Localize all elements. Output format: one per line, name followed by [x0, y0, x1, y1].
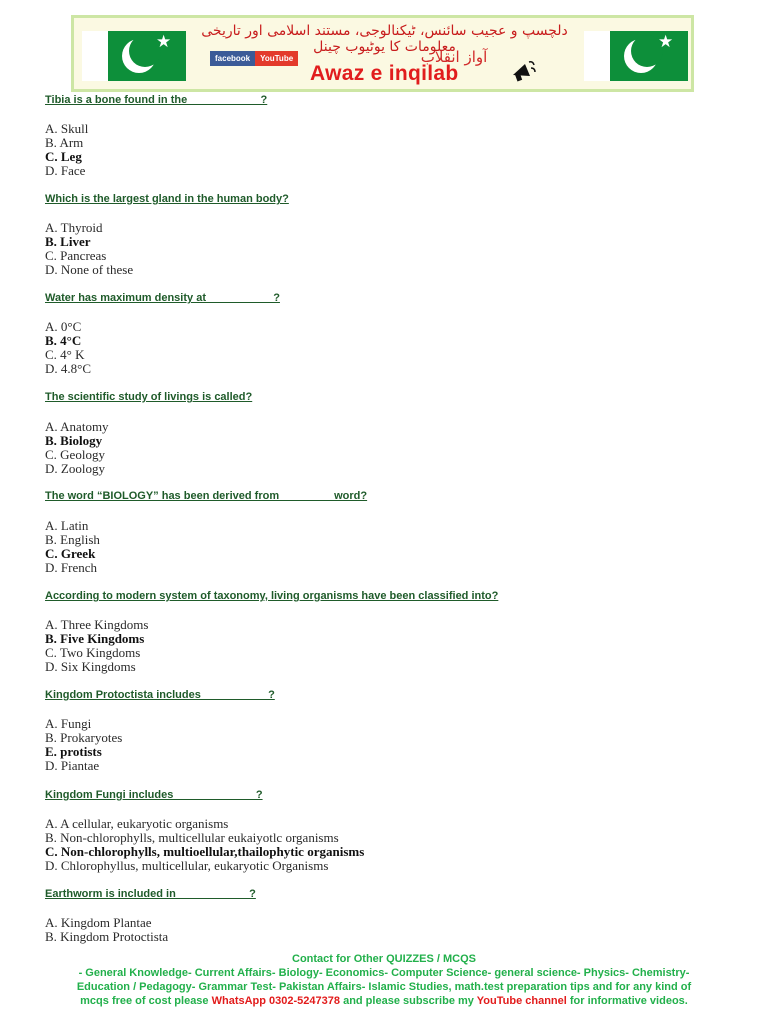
option: B. Prokaryotes [45, 730, 123, 745]
option: A. Kingdom Plantae [45, 915, 152, 930]
option: A. Anatomy [45, 419, 109, 434]
option: B. Kingdom Protoctista [45, 929, 169, 944]
question-text: Which is the largest gland in the human body? [45, 193, 289, 205]
option: A. Fungi [45, 716, 92, 731]
option: D. Six Kingdoms [45, 659, 136, 674]
answer-option: B. 4°C [45, 333, 82, 348]
footer-subjects-cont: Education / Pedagogy- Grammar Test- Pakistan Affairs- Islamic Studies, math.test preparation tips and for any kind of [76, 981, 692, 993]
answer-option: E. protists [45, 744, 102, 759]
answer-option: C. Leg [45, 149, 82, 164]
option-list [45, 122, 88, 178]
brand-name: Awaz e inqilab [310, 62, 459, 85]
footer-text: for informative videos. [566, 995, 688, 1007]
footer-cta [30, 994, 738, 1008]
option: A. 0°C [45, 319, 82, 334]
option: A. Thyroid [45, 220, 103, 235]
youtube-channel-link[interactable]: YouTube channel [476, 995, 567, 1007]
urdu-tagline: دلچسپ و عجیب سائنس، ٹیکنالوجی، مستند اسلامی اور تاریخی معلومات کا یوٹیوب چینل [201, 23, 568, 55]
question-text: Kingdom Fungi includes ? [45, 789, 263, 801]
whatsapp-contact[interactable]: WhatsApp 0302-5247378 [211, 995, 341, 1007]
footer-subjects: - General Knowledge- Current Affairs- Biology- Economics- Computer Science- general science- Physics- Chemistry- [78, 967, 690, 979]
option: C. Two Kingdoms [45, 645, 141, 660]
youtube-badge[interactable]: YouTube [255, 51, 298, 66]
pakistan-flag-icon: ★ [584, 31, 688, 81]
option: D. Face [45, 163, 86, 178]
option: A. A cellular, eukaryotic organisms [45, 816, 229, 831]
option: C. Geology [45, 447, 105, 462]
urdu-brand-name: آواز انقلاب [420, 48, 488, 66]
question-text: Earthworm is included in ? [45, 888, 256, 900]
question-text: Water has maximum density at ? [45, 292, 280, 304]
answer-option: B. Five Kingdoms [45, 631, 145, 646]
option-list [45, 320, 91, 376]
option: A. Latin [45, 518, 89, 533]
answer-option: B. Biology [45, 433, 103, 448]
option-list [45, 817, 364, 873]
option: C. 4° K [45, 347, 85, 362]
question-text: The scientific study of livings is called? [45, 391, 253, 403]
answer-option: B. Liver [45, 234, 91, 249]
social-badges [210, 51, 298, 66]
option: D. 4.8°C [45, 361, 92, 376]
option-list [45, 618, 148, 674]
option: D. Zoology [45, 461, 105, 476]
answer-option: C. Non-chlorophylls, multioellular,thailophytic organisms [45, 844, 365, 859]
option: B. Arm [45, 135, 84, 150]
option: B. Non-chlorophylls, multicellular eukaiyotlc organisms [45, 830, 339, 845]
option-list [45, 221, 133, 277]
option-list [45, 717, 122, 773]
answer-option: C. Greek [45, 546, 96, 561]
option: D. Piantae [45, 758, 100, 773]
question-text: According to modern system of taxonomy, living organisms have been classified into? [45, 590, 499, 602]
option: B. English [45, 532, 100, 547]
header-banner [71, 15, 694, 92]
option: A. Skull [45, 121, 89, 136]
option: D. Chlorophyllus, multicellular, eukaryotic Organisms [45, 858, 329, 873]
footer-heading: Contact for Other QUIZZES / MCQS [292, 953, 476, 965]
option: D. None of these [45, 262, 134, 277]
option: C. Pancreas [45, 248, 107, 263]
facebook-badge[interactable]: facebook [210, 51, 255, 66]
footer-text: mcqs free of cost please [80, 995, 212, 1007]
option-list [45, 916, 168, 944]
question-text: Tibia is a bone found in the ? [45, 94, 268, 106]
footer-contact [30, 952, 738, 1008]
question-text: The word “BIOLOGY” has been derived from word? [45, 490, 368, 502]
pakistan-flag-icon: ★ [82, 31, 186, 81]
option: A. Three Kingdoms [45, 617, 149, 632]
question-text: Kingdom Protoctista includes ? [45, 689, 275, 701]
footer-text: and please subscribe my [340, 995, 477, 1007]
option-list [45, 420, 109, 476]
megaphone-icon [510, 58, 536, 84]
option: D. French [45, 560, 97, 575]
option-list [45, 519, 100, 575]
